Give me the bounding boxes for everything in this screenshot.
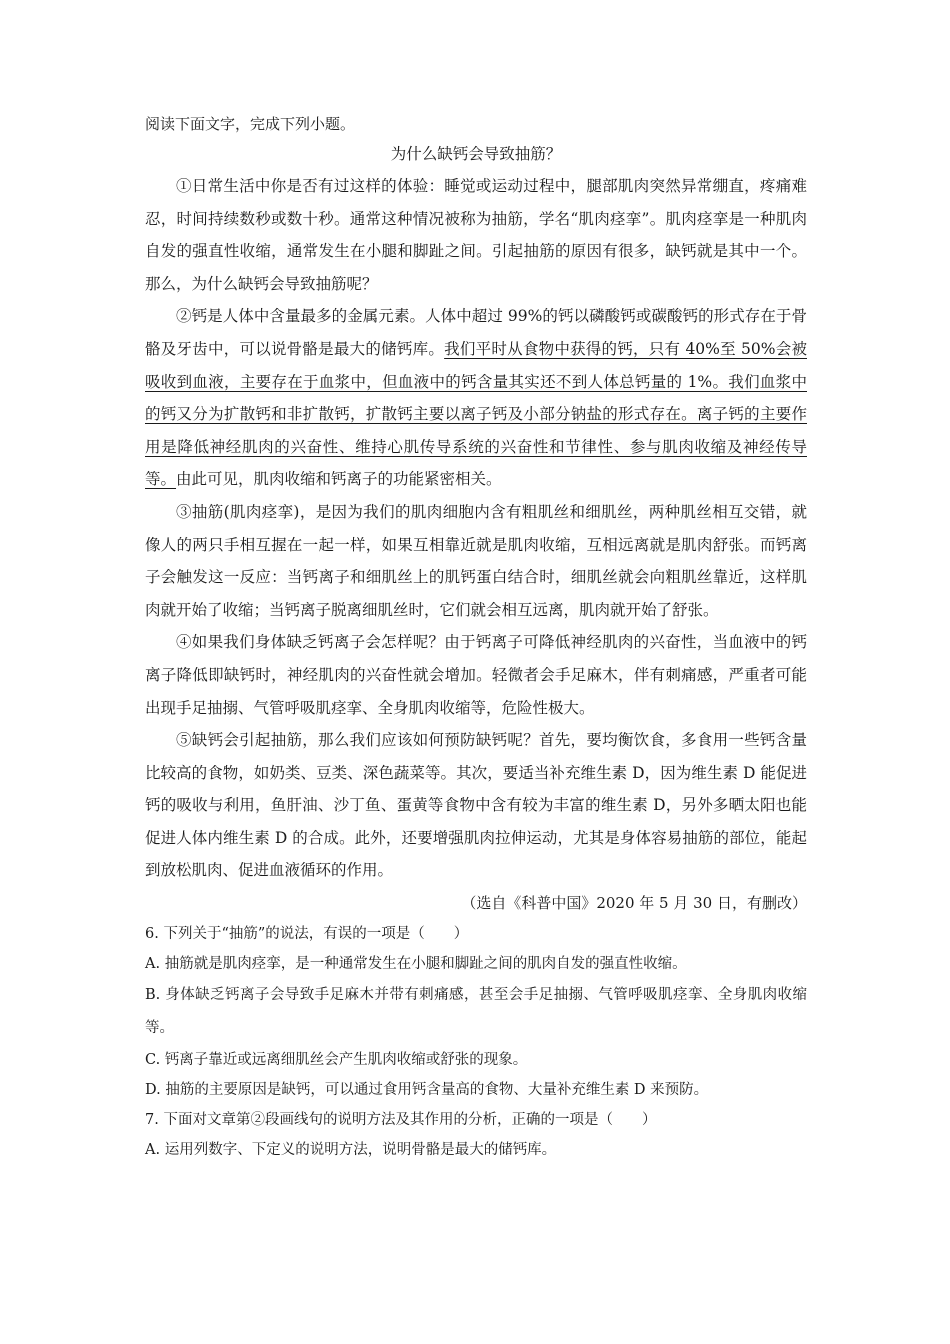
underlined-sentence: 我们平时从食物中获得的钙，只有 40%至 50%会被吸收到血液，主要存在于血浆中，但血液中的钙含量其实还不到人体总钙量的 1%。我们血浆中的钙又分为扩散钙和非扩散钙，扩散钙主要以离子钙及小部分钠盐的形式存在。离子钙的主要作用是降低神经肌肉的兴奋性、维持心肌传导系统的兴奋性和节律性、参与肌肉收缩及神经传导等。 [145, 339, 807, 489]
document-page [145, 112, 807, 1165]
reading-instruction: 阅读下面文字，完成下列小题。 [145, 115, 356, 133]
source-citation: （选自《科普中国》2020 年 5 月 30 日，有删改） [461, 894, 807, 913]
paragraph-3: ③抽筋(肌肉痉挛)，是因为我们的肌肉细胞内含有粗肌丝和细肌丝，两种肌丝相互交错，就像人的两只手相互握在一起一样，如果互相靠近就是肌肉收缩，互相远离就是肌肉舒张。而钙离子会触发这一反应：当钙离子和细肌丝上的肌钙蛋白结合时，细肌丝就会向粗肌丝靠近，这样肌肉就开始了收缩；当钙离子脱离细肌丝时，它们就会相互远离，肌肉就开始了舒张。 [145, 502, 807, 619]
question-6-option-b: B. 身体缺乏钙离子会导致手足麻木并带有刺痛感，甚至会手足抽搦、气管呼吸肌痉挛、全身肌肉收缩等。 [145, 987, 807, 1037]
question-7-stem: 7. 下面对文章第②段画线句的说明方法及其作用的分析，正确的一项是（ ） [145, 1112, 657, 1129]
question-7-option-a: A. 运用列数字、下定义的说明方法，说明骨骼是最大的储钙库。 [145, 1142, 557, 1159]
question-6-option-c: C. 钙离子靠近或远离细肌丝会产生肌肉收缩或舒张的现象。 [145, 1052, 528, 1069]
question-6-option-a: A. 抽筋就是肌肉痉挛，是一种通常发生在小腿和脚趾之间的肌肉自发的强直性收缩。 [145, 956, 687, 973]
paragraph-2-intro: ②钙是人体中含量最多的金属元素。人体中超过 99%的钙以磷酸钙或碳酸钙的形式存在于骨骼及牙齿中，可以说骨骼是最大的储钙库。 [145, 307, 807, 358]
question-6-option-d: D. 抽筋的主要原因是缺钙，可以通过食用钙含量高的食物、大量补充维生素 D 来预防。 [145, 1082, 709, 1099]
paragraph-2 [145, 300, 807, 496]
paragraph-4: ④如果我们身体缺乏钙离子会怎样呢？由于钙离子可降低神经肌肉的兴奋性，当血液中的钙离子降低即缺钙时，神经肌肉的兴奋性就会增加。轻微者会手足麻木，伴有刺痛感，严重者可能出现手足抽搦、气管呼吸肌痉挛、全身肌肉收缩等，危险性极大。 [145, 633, 807, 717]
paragraph-1: ①日常生活中你是否有过这样的体验：睡觉或运动过程中，腿部肌肉突然异常绷直，疼痛难忍，时间持续数秒或数十秒。通常这种情况被称为抽筋，学名“肌肉痉挛”。肌肉痉挛是一种肌肉自发的强直性收缩，通常发生在小腿和脚趾之间。引起抽筋的原因有很多，缺钙就是其中一个。那么，为什么缺钙会导致抽筋呢？ [145, 177, 807, 293]
paragraph-5: ⑤缺钙会引起抽筋，那么我们应该如何预防缺钙呢？首先，要均衡饮食，多食用一些钙含量比较高的食物，如奶类、豆类、深色蔬菜等。其次，要适当补充维生素 D，因为维生素 D 能促进钙的吸收与利用，鱼肝油、沙丁鱼、蛋黄等食物中含有较为丰富的维生素 D，另外多晒太阳也能促进人体内维生素 D 的合成。此外，还要增强肌肉拉伸运动，尤其是身体容易抽筋的部位，能起到放松肌肉、促进血液循环的作用。 [145, 731, 807, 880]
paragraph-2-conclusion: 由此可见，肌肉收缩和钙离子的功能紧密相关。 [176, 470, 502, 489]
question-7 [145, 1105, 807, 1165]
question-6 [145, 919, 807, 1105]
question-6-stem: 6. 下列关于“抽筋”的说法，有误的一项是（ ） [145, 926, 469, 943]
article-title: 为什么缺钙会导致抽筋？ [390, 145, 562, 163]
